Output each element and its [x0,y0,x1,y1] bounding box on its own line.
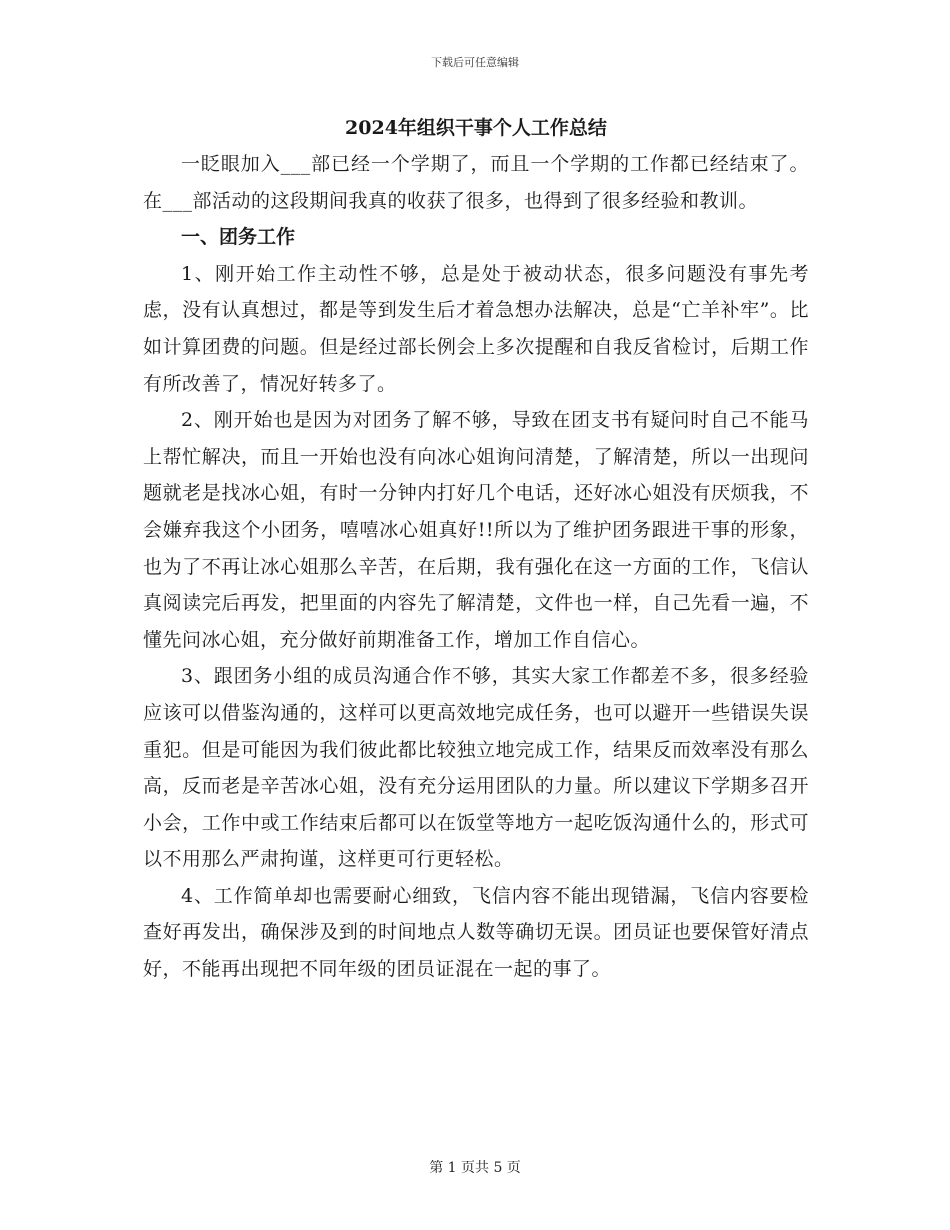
list-item: 1、刚开始工作主动性不够，总是处于被动状态，很多问题没有事先考虑，没有认真想过，都是等到发生后才着急想办法解决，总是“亡羊补牢”。比如计算团费的问题。但是经过部长例会上多次提醒和自我反省检讨，后期工作有所改善了，情况好转多了。 [143,262,809,395]
section-heading: 一、团务工作 [181,226,296,249]
page-header: 下载后可任意编辑 [431,56,519,69]
page-number: 第 1 页共 5 页 [429,1160,521,1176]
list-item: 3、跟团务小组的成员沟通合作不够，其实大家工作都差不多，很多经验应该可以借鉴沟通的，这样可以更高效地完成任务，也可以避开一些错误失误重犯。但是可能因为我们彼此都比较独立地完成工作，结果反而效率没有那么高，反而老是辛苦冰心姐，没有充分运用团队的力量。所以建议下学期多召开小会，工作中或工作结束后都可以在饭堂等地方一起吃饭沟通什么的，形式可以不用那么严肃拘谨，这样更可行更轻松。 [143,665,809,871]
document-title: 2024年组织干事个人工作总结 [345,117,607,139]
document-body [143,110,809,988]
list-item: 2、刚开始也是因为对团务了解不够，导致在团支书有疑问时自己不能马上帮忙解决，而且一开始也没有向冰心姐询问清楚，了解清楚，所以一出现问题就老是找冰心姐，有时一分钟内打好几个电话，还好冰心姐没有厌烦我，不会嫌弃我这个小团务，嘻嘻冰心姐真好!!所以为了维护团务跟进干事的形象，也为了不再让冰心姐那么辛苦，在后期，我有强化在这一方面的工作，飞信认真阅读完后再发，把里面的内容先了解清楚，文件也一样，自己先看一遍，不懂先问冰心姐，充分做好前期准备工作，增加工作自信心。 [143,409,809,651]
intro-paragraph: 一眨眼加入___部已经一个学期了，而且一个学期的工作都已经结束了。在___部活动的这段期间我真的收获了很多，也得到了很多经验和教训。 [143,153,809,212]
list-item: 4、工作简单却也需要耐心细致，飞信内容不能出现错漏，飞信内容要检查好再发出，确保涉及到的时间地点人数等确切无误。团员证也要保管好清点好，不能再出现把不同年级的团员证混在一起的事了。 [143,884,809,981]
